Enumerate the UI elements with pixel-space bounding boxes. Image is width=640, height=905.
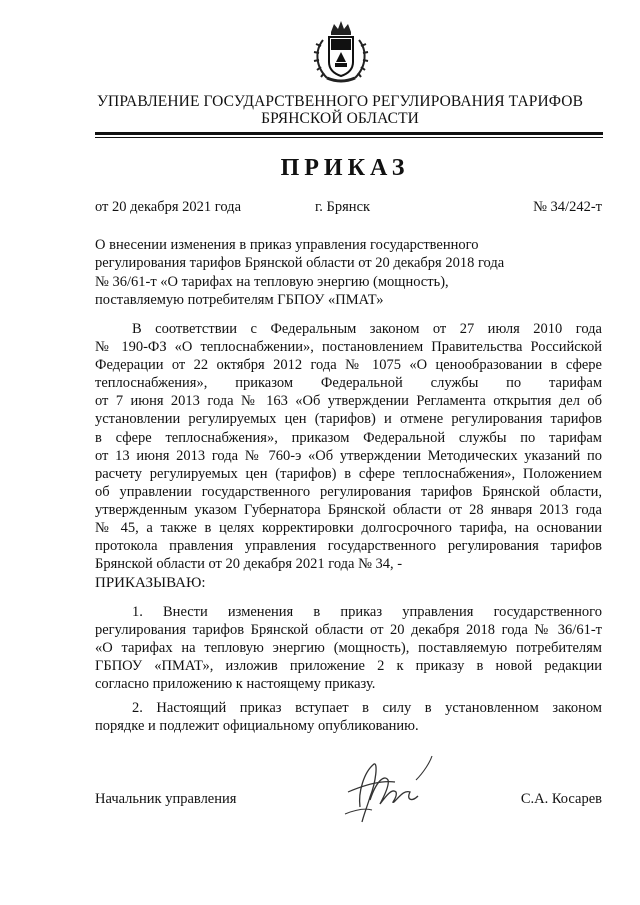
preamble-line: протокола правления управления государственного регулирования тарифов: [95, 538, 602, 555]
coat-of-arms-icon: [309, 18, 373, 86]
subject-line: поставляемую потребителям ГБПОУ «ПМАТ»: [95, 291, 384, 308]
preamble-line: расчету регулируемых цен (тарифов) в сфере теплоснабжения», Положением: [95, 465, 602, 482]
document-subject: [95, 236, 535, 309]
document-city: г. Брянск: [315, 199, 371, 215]
document-number: № 34/242-т: [533, 199, 602, 215]
subject-line: регулирования тарифов Брянской области от 20 декабря 2018 года: [95, 255, 505, 272]
header-divider-thin: [95, 137, 603, 138]
preamble-line: Федерации от 22 октября 2012 года № 1075 «О ценообразовании в сфере: [95, 357, 602, 374]
subject-line: О внесении изменения в приказ управления государственного: [95, 237, 479, 253]
item-line: порядке и подлежит официальному опубликованию.: [95, 718, 419, 735]
preamble-line: от 13 июня 2013 года № 760-э «Об утверждении Методических указаний по: [95, 447, 602, 464]
preamble-paragraph: [95, 320, 602, 573]
item-line: 1. Внести изменения в приказ управления государственного: [132, 604, 602, 620]
preamble-line: от 7 июня 2013 года № 163 «Об утверждении Регламента открытия дел об: [95, 393, 602, 410]
item-line: регулирования тарифов Брянской области от 20 декабря 2018 года № 36/61-т: [95, 622, 602, 639]
signatory-name: С.А. Косарев: [520, 791, 602, 807]
preamble-line: В соответствии с Федеральным законом от 27 июля 2010 года: [132, 321, 602, 337]
org-name-line2: БРЯНСКОЙ ОБЛАСТИ: [261, 110, 419, 127]
subject-line: № 36/61-т «О тарифах на тепловую энергию (мощность),: [95, 273, 449, 290]
preamble-line: об управлении государственного регулирования тарифов Брянской области,: [95, 483, 602, 500]
preamble-line: № 190-ФЗ «О теплоснабжении», постановлением Правительства Российской: [95, 339, 602, 356]
preamble-line: установлении регулируемых цен (тарифов) и отмене регулирования тарифов: [95, 411, 602, 428]
handwritten-signature: [340, 752, 435, 830]
preamble-line: утвержденным указом Губернатора Брянской области от 28 января 2013 года: [95, 501, 602, 518]
header-divider-thick: [95, 132, 603, 135]
document-date: от 20 декабря 2021 года: [95, 199, 241, 215]
order-item-2: [95, 699, 602, 735]
org-name-line1: УПРАВЛЕНИЕ ГОСУДАРСТВЕННОГО РЕГУЛИРОВАНИЯ ТАРИФОВ: [96, 93, 584, 110]
orders-heading: ПРИКАЗЫВАЮ:: [95, 575, 206, 591]
item-line: «О тарифах на тепловую энергию (мощность), поставляемую потребителям: [95, 640, 602, 657]
preamble-line: № 45, а также в целях корректировки долгосрочного тарифа, на основании: [95, 520, 602, 537]
preamble-line: в сфере теплоснабжения», приказом Федеральной службы по тарифам: [95, 429, 602, 446]
order-item-1: [95, 603, 602, 693]
item-line: 2. Настоящий приказ вступает в силу в установленном законом: [132, 700, 602, 716]
preamble-line: Брянской области от 20 декабря 2021 года № 34, -: [95, 556, 403, 573]
item-line: согласно приложению к настоящему приказу.: [95, 676, 376, 693]
document-title: ПРИКАЗ: [280, 155, 410, 181]
item-line: ГБПОУ «ПМАТ», изложив приложение 2 к приказу в новой редакции: [95, 658, 602, 675]
preamble-line: теплоснабжения», приказом Федеральной службы по тарифам: [95, 375, 602, 392]
signatory-position: Начальник управления: [95, 791, 237, 807]
